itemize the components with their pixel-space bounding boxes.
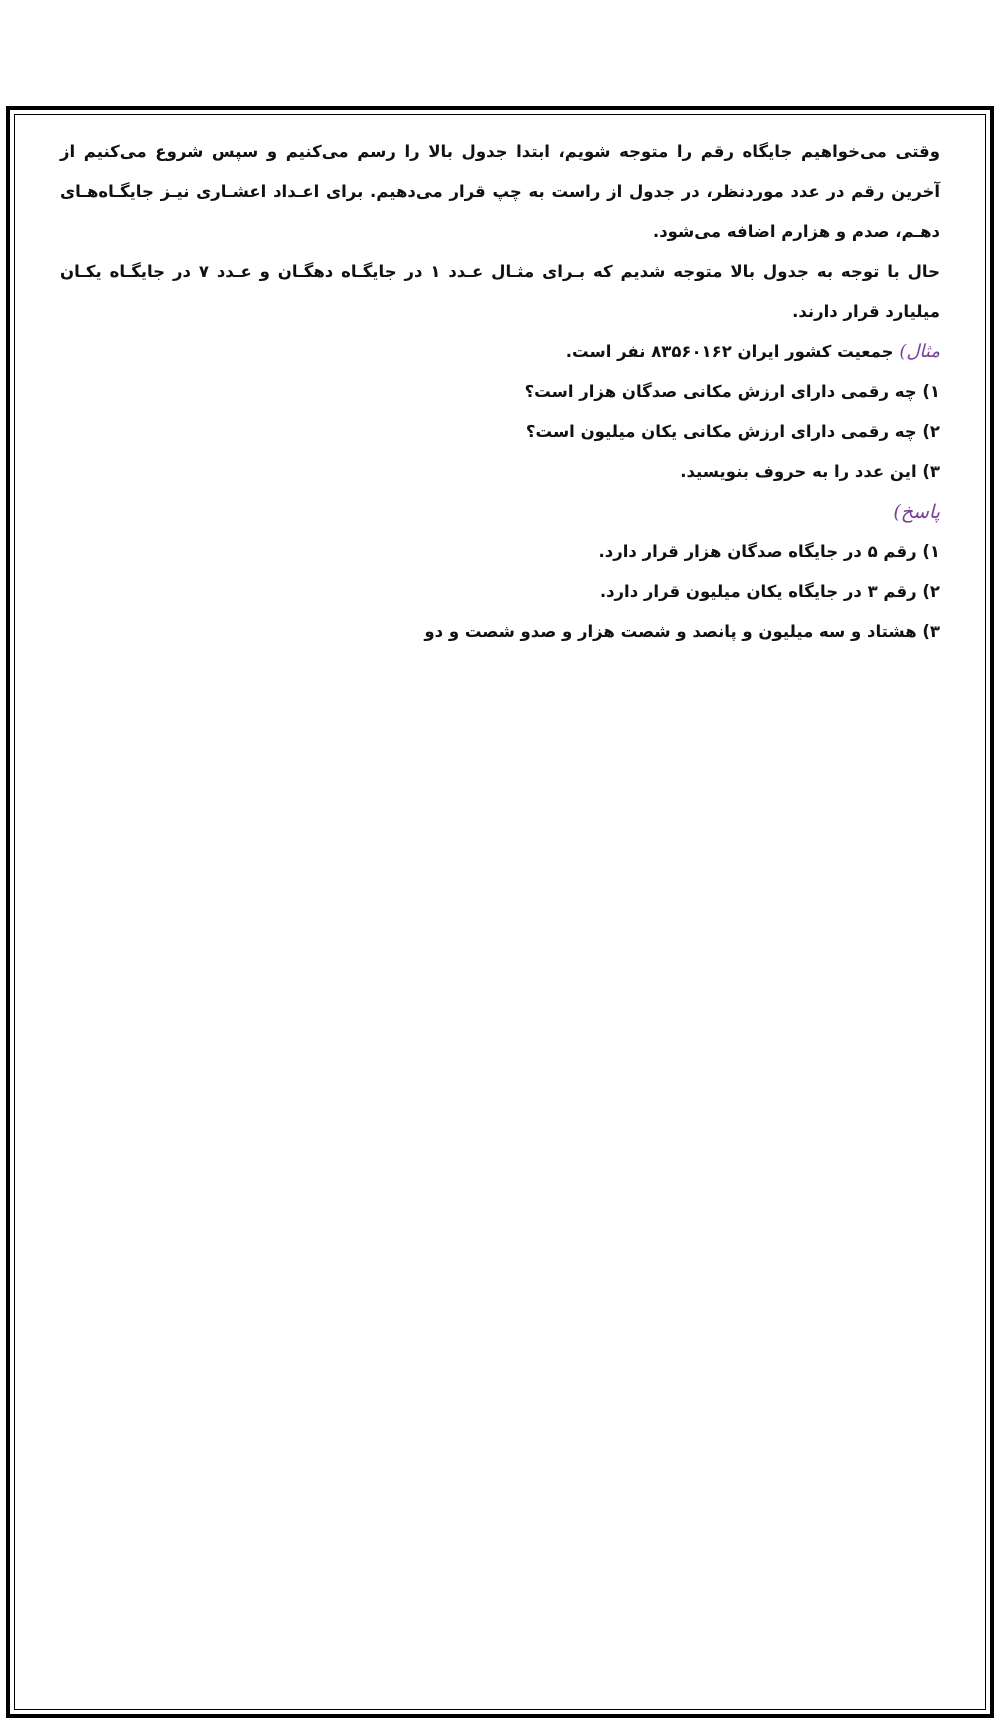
answer-3: ۳) هشتاد و سه میلیون و پانصد و شصت هزار و صدو شصت و دو xyxy=(424,622,940,641)
intro-paragraph: وقتی می‌خواهیم جایگاه رقم را متوجه شویم، ابتدا جدول بالا را رسم می‌کنیم و سپس شروع می‌کنیم از آخرین رقم در عدد موردنظر، در جدول از راست به چپ قرار می‌دهیم. برای اعـداد اعشـاری نیـز جایگـاه‌هـای دهـم، صدم و هزارم اضافه می‌شود. xyxy=(60,142,940,241)
question-2: ۲) چه رقمی دارای ارزش مکانی یکان میلیون است؟ xyxy=(525,422,940,441)
example-label: مثال) xyxy=(899,341,940,362)
answer-1: ۱) رقم ۵ در جایگاه صدگان هزار قرار دارد. xyxy=(598,542,940,561)
second-paragraph: حال با توجه به جدول بالا متوجه شدیم که بـرای مثـال عـدد ۱ در جایگـاه دهگـان و عـدد ۷ در جایگـاه یکـان میلیارد قرار دارند. xyxy=(60,262,940,321)
answer-label: پاسخ) xyxy=(893,501,940,523)
document-body xyxy=(60,132,940,652)
answer-2: ۲) رقم ۳ در جایگاه یکان میلیون قرار دارد. xyxy=(599,582,940,601)
question-3: ۳) این عدد را به حروف بنویسید. xyxy=(680,462,940,481)
question-1: ۱) چه رقمی دارای ارزش مکانی صدگان هزار است؟ xyxy=(524,382,940,401)
example-line xyxy=(60,332,940,372)
example-statement: جمعیت کشور ایران ۸۳۵۶۰۱۶۲ نفر است. xyxy=(565,342,894,361)
